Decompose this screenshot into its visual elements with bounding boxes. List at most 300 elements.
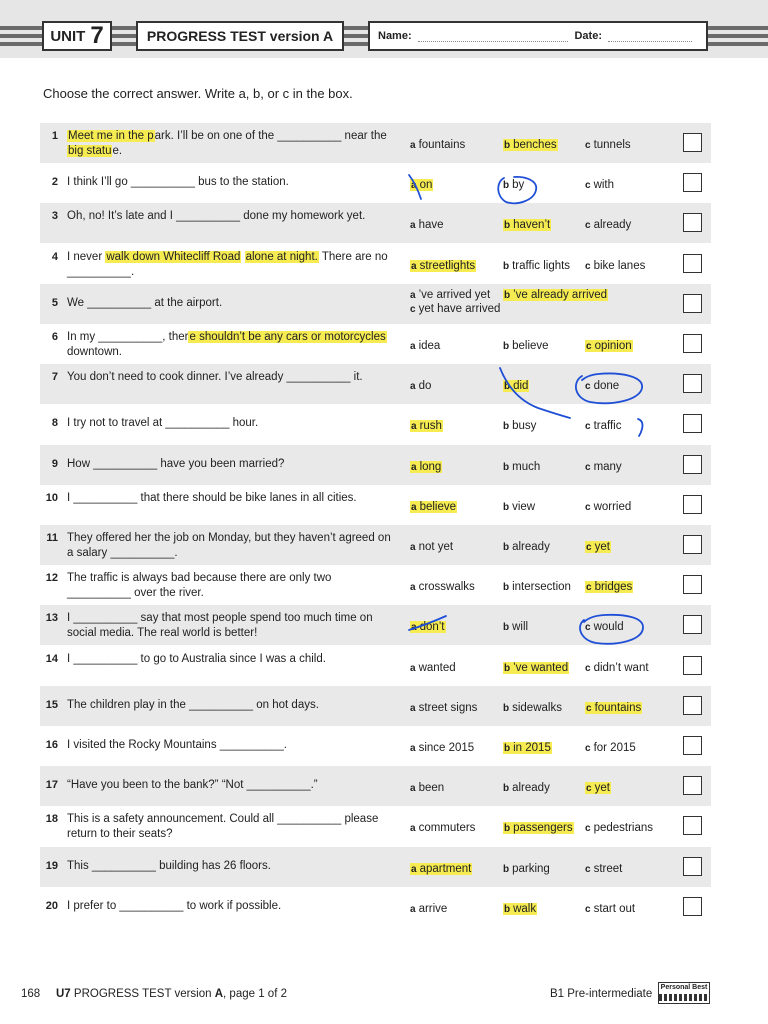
option-letter: b: [504, 823, 511, 835]
option-text: yet have arrived: [418, 302, 501, 315]
answer-box[interactable]: [683, 495, 702, 514]
question-number: 12: [45, 572, 58, 585]
footer-unit-code: U7: [56, 988, 71, 1000]
unit-label-box: [42, 21, 112, 51]
answer-box[interactable]: [683, 254, 702, 273]
answer-box[interactable]: [683, 455, 702, 474]
option-b[interactable]: [503, 541, 550, 553]
option-content: [585, 461, 622, 473]
option-c[interactable]: [585, 782, 611, 794]
option-content: [503, 541, 550, 553]
option-a[interactable]: [410, 289, 490, 301]
option-text: view: [512, 500, 536, 513]
option-content: [410, 139, 465, 151]
question-row-3: [40, 203, 711, 243]
option-c[interactable]: [585, 581, 633, 593]
option-text: streetlights: [419, 259, 476, 272]
option-content: [410, 219, 444, 231]
option-content: [503, 501, 535, 513]
option-content: [503, 420, 536, 432]
option-letter: a: [411, 421, 417, 433]
option-text: street signs: [418, 701, 478, 714]
option-text: much: [512, 460, 541, 473]
option-a[interactable]: [410, 179, 433, 191]
option-c[interactable]: [585, 541, 611, 553]
option-content: [410, 461, 442, 473]
personal-best-logo: [658, 982, 710, 1004]
question-text: [67, 611, 397, 641]
question-text-segment: You don’t need to cook dinner. I’ve already __________ it.: [67, 371, 363, 384]
option-text: yet: [594, 782, 610, 795]
option-letter: b: [503, 260, 510, 272]
option-content: [585, 662, 649, 674]
option-letter: b: [504, 662, 511, 674]
option-content: [585, 420, 621, 432]
option-a[interactable]: [410, 782, 444, 794]
option-c[interactable]: [585, 903, 635, 915]
option-a[interactable]: [410, 863, 472, 875]
option-content: [410, 303, 500, 315]
option-a[interactable]: [410, 822, 475, 834]
option-text: fountains: [594, 701, 642, 714]
option-text: street: [593, 862, 623, 875]
option-letter: a: [411, 260, 417, 272]
option-letter: a: [411, 180, 417, 192]
option-a[interactable]: [410, 702, 477, 714]
option-letter: c: [585, 180, 591, 192]
option-text: rush: [419, 420, 442, 433]
question-row-18: [40, 806, 711, 846]
question-text: [67, 250, 397, 280]
question-text-segment: “Have you been to the bank?” “Not __________.”: [67, 779, 318, 792]
option-text: ’ve wanted: [513, 661, 569, 674]
answer-box[interactable]: [683, 656, 702, 675]
option-letter: c: [410, 303, 416, 315]
option-text: do: [418, 380, 432, 393]
answer-box[interactable]: [683, 736, 702, 755]
answer-box[interactable]: [683, 173, 702, 192]
option-letter: a: [411, 461, 417, 473]
question-text-segment: I __________ say that most people spend too much time on social media. The real world is better!: [67, 612, 373, 640]
option-letter: c: [585, 823, 591, 835]
option-letter: c: [585, 903, 591, 915]
option-a[interactable]: [410, 380, 431, 392]
option-text: many: [593, 460, 622, 473]
option-letter: c: [586, 582, 592, 594]
question-number: 2: [51, 176, 58, 189]
option-content: [585, 340, 633, 352]
option-letter: a: [411, 863, 417, 875]
option-b[interactable]: [503, 289, 608, 301]
question-text: [67, 370, 397, 385]
option-content: [585, 903, 635, 915]
question-text: [67, 416, 397, 431]
question-text-segment: I try not to travel at __________ hour.: [67, 417, 259, 430]
question-row-20: [40, 887, 711, 927]
option-c[interactable]: [585, 863, 622, 875]
option-content: [410, 782, 444, 794]
question-text: [67, 571, 397, 601]
option-b[interactable]: [503, 621, 528, 633]
name-label: Name:: [378, 30, 412, 42]
option-letter: b: [503, 582, 510, 594]
option-letter: a: [410, 220, 416, 232]
question-number: 20: [45, 899, 58, 912]
question-row-15: [40, 686, 711, 726]
logo-bar: [659, 994, 709, 1001]
option-content: [410, 702, 477, 714]
option-c[interactable]: [585, 501, 631, 513]
option-content: [410, 822, 475, 834]
option-a[interactable]: [410, 219, 444, 231]
option-letter: b: [504, 903, 511, 915]
question-text: [67, 778, 397, 793]
option-letter: b: [503, 783, 510, 795]
option-c[interactable]: [585, 260, 645, 272]
answer-box[interactable]: [683, 294, 702, 313]
option-a[interactable]: [410, 541, 453, 553]
option-letter: c: [585, 140, 591, 151]
option-letter: c: [585, 220, 591, 232]
option-c[interactable]: [585, 662, 649, 674]
option-letter: b: [503, 421, 510, 433]
option-b[interactable]: [503, 863, 550, 875]
highlighted-text: alone at night.: [245, 250, 318, 263]
option-letter: b: [504, 140, 511, 151]
option-a[interactable]: [410, 340, 440, 352]
option-text: done: [593, 380, 620, 393]
unit-label: UNIT: [50, 27, 86, 45]
option-b[interactable]: [503, 702, 562, 714]
option-letter: b: [503, 622, 510, 634]
option-text: pedestrians: [593, 822, 654, 835]
option-text: arrive: [418, 902, 448, 915]
option-text: since 2015: [418, 742, 475, 754]
footer-version: A: [214, 988, 224, 1000]
question-row-2: [40, 163, 711, 203]
option-text: bridges: [594, 581, 633, 594]
option-b[interactable]: [503, 662, 569, 674]
option-c[interactable]: [585, 702, 642, 714]
question-text-segment: ark. I’ll be on one of the __________ near the: [154, 130, 387, 142]
option-b[interactable]: [503, 742, 552, 754]
option-text: benches: [513, 139, 557, 151]
option-content: [503, 461, 540, 473]
question-text: [67, 330, 397, 360]
question-text: [67, 296, 397, 311]
question-text: [67, 698, 397, 713]
option-text: worried: [593, 500, 632, 513]
option-content: [585, 822, 653, 834]
option-b[interactable]: [503, 581, 571, 593]
answer-box[interactable]: [683, 334, 702, 353]
name-field[interactable]: [418, 31, 569, 42]
question-row-16: [40, 726, 711, 766]
option-letter: a: [410, 381, 416, 393]
question-row-19: [40, 847, 711, 887]
question-number: 3: [51, 210, 58, 223]
unit-number: 7: [90, 22, 104, 49]
option-letter: a: [410, 289, 416, 301]
option-letter: a: [410, 662, 416, 674]
option-text: walk: [513, 902, 537, 915]
footer-page-info: , page 1 of 2: [223, 988, 287, 1000]
option-letter: b: [503, 341, 510, 352]
question-text: [67, 652, 397, 667]
option-b[interactable]: [503, 179, 524, 191]
question-text-segment: This __________ building has 26 floors.: [67, 859, 271, 872]
option-c[interactable]: [585, 822, 653, 834]
option-letter: c: [585, 662, 591, 674]
option-text: fountains: [418, 139, 466, 151]
option-c[interactable]: [585, 742, 636, 754]
option-letter: c: [586, 341, 592, 352]
option-text: did: [513, 380, 529, 393]
option-letter: a: [410, 582, 416, 594]
question-text: [67, 531, 397, 561]
option-letter: b: [504, 289, 511, 301]
option-letter: b: [503, 702, 510, 714]
question-text-segment: e.: [112, 145, 123, 157]
option-a[interactable]: [410, 139, 465, 151]
answer-box[interactable]: [683, 133, 702, 152]
option-c[interactable]: [585, 139, 631, 151]
instruction-text: Choose the correct answer. Write a, b, or c in the box.: [43, 86, 353, 101]
question-row-6: [40, 324, 711, 364]
option-c[interactable]: [410, 303, 500, 315]
option-a[interactable]: [410, 581, 475, 593]
option-text: sidewalks: [512, 701, 562, 714]
question-number: 13: [45, 612, 58, 625]
option-content: [410, 742, 474, 754]
question-number: 11: [46, 532, 58, 544]
option-content: [410, 541, 453, 553]
option-content: [410, 863, 472, 875]
option-text: crosswalks: [418, 581, 475, 594]
answer-box[interactable]: [683, 615, 702, 634]
option-text: would: [593, 621, 624, 634]
question-text-segment: Oh, no! It’s late and I __________ done my homework yet.: [67, 210, 366, 223]
option-content: [410, 340, 440, 352]
option-content: [585, 621, 624, 633]
option-a[interactable]: [410, 461, 442, 473]
option-text: in 2015: [513, 742, 551, 754]
question-text: [67, 175, 397, 190]
option-text: will: [512, 621, 529, 634]
option-b[interactable]: [503, 380, 529, 392]
question-row-5: [40, 284, 711, 324]
option-a[interactable]: [410, 420, 443, 432]
option-content: [585, 380, 619, 392]
option-text: wanted: [418, 661, 456, 674]
option-content: [410, 260, 476, 272]
option-a[interactable]: [410, 742, 474, 754]
answer-box[interactable]: [683, 776, 702, 795]
option-letter: b: [504, 220, 511, 232]
option-letter: c: [585, 381, 591, 393]
option-letter: a: [410, 903, 416, 915]
option-text: yet: [594, 541, 610, 553]
option-content: [503, 742, 552, 754]
question-text-segment: I think I’ll go __________ bus to the station.: [67, 176, 289, 189]
question-text: [67, 899, 397, 914]
option-letter: a: [410, 783, 416, 795]
question-text-segment: The children play in the __________ on hot days.: [67, 698, 319, 711]
option-content: [585, 581, 633, 593]
option-text: bike lanes: [593, 259, 646, 272]
option-content: [503, 260, 570, 272]
question-text-segment: We __________ at the airport.: [67, 296, 223, 309]
option-content: [503, 903, 537, 915]
option-text: already: [512, 782, 550, 795]
option-c[interactable]: [585, 461, 622, 473]
question-row-1: [40, 123, 711, 163]
option-a[interactable]: [410, 621, 446, 633]
answer-box[interactable]: [683, 535, 702, 554]
footer-left: [56, 988, 287, 1000]
option-b[interactable]: [503, 782, 550, 794]
question-number: 17: [45, 779, 58, 792]
question-text: [67, 457, 397, 472]
question-row-13: [40, 605, 711, 645]
question-row-9: [40, 445, 711, 485]
option-content: [503, 179, 524, 191]
option-text: commuters: [418, 822, 476, 835]
question-number: 5: [51, 296, 58, 309]
option-a[interactable]: [410, 662, 456, 674]
question-text-segment: downtown.: [67, 346, 122, 358]
option-b[interactable]: [503, 903, 537, 915]
option-b[interactable]: [503, 822, 574, 834]
option-c[interactable]: [585, 621, 624, 633]
option-content: [585, 501, 631, 513]
option-text: traffic lights: [512, 259, 571, 272]
option-letter: c: [585, 461, 591, 473]
question-text-segment: They offered her the job on Monday, but they haven’t agreed on a salary __________.: [67, 532, 391, 559]
option-text: start out: [593, 902, 636, 915]
date-field[interactable]: [608, 31, 692, 42]
option-text: haven’t: [513, 219, 551, 232]
option-text: tunnels: [593, 139, 631, 151]
option-content: [503, 340, 549, 352]
question-number: 14: [45, 652, 58, 665]
question-number: 18: [45, 813, 58, 826]
option-text: for 2015: [593, 742, 636, 754]
option-letter: c: [585, 501, 591, 513]
question-text: [67, 859, 397, 874]
option-content: [585, 742, 636, 754]
option-letter: a: [410, 341, 416, 352]
option-c[interactable]: [585, 340, 633, 352]
option-content: [410, 289, 490, 301]
question-row-14: [40, 646, 711, 686]
question-number: 7: [51, 371, 58, 384]
question-text: [67, 812, 397, 842]
option-c[interactable]: [585, 219, 631, 231]
option-content: [585, 219, 631, 231]
option-b[interactable]: [503, 219, 551, 231]
option-letter: a: [410, 702, 416, 714]
option-content: [585, 782, 611, 794]
question-number: 8: [51, 417, 58, 430]
question-text-segment: In my __________, ther: [67, 331, 189, 343]
answer-box[interactable]: [683, 575, 702, 594]
option-text: busy: [512, 420, 537, 433]
answer-box[interactable]: [683, 696, 702, 715]
option-content: [410, 501, 457, 513]
logo-text: Personal Best: [660, 984, 708, 991]
option-c[interactable]: [585, 380, 619, 392]
option-content: [585, 541, 611, 553]
option-text: by: [512, 179, 525, 192]
highlighted-text: big statu: [68, 145, 112, 157]
option-b[interactable]: [503, 260, 570, 272]
question-text-segment: I never: [67, 250, 106, 263]
question-text: [67, 209, 397, 224]
option-b[interactable]: [503, 501, 535, 513]
question-row-8: [40, 404, 711, 444]
answer-box[interactable]: [683, 213, 702, 232]
name-date-box: [368, 21, 708, 51]
option-b[interactable]: [503, 139, 558, 151]
option-text: idea: [418, 340, 441, 352]
option-text: passengers: [513, 822, 573, 835]
option-content: [503, 581, 571, 593]
question-row-10: [40, 485, 711, 525]
option-letter: c: [586, 542, 592, 553]
option-letter: c: [585, 421, 591, 433]
question-number: 4: [51, 250, 58, 263]
option-text: traffic: [593, 420, 622, 433]
option-letter: b: [503, 461, 510, 473]
option-letter: c: [585, 863, 591, 875]
question-number: 6: [51, 331, 58, 343]
answer-box[interactable]: [683, 374, 702, 393]
footer-page-number: 168: [21, 988, 41, 1000]
option-text: already: [593, 219, 632, 232]
option-a[interactable]: [410, 501, 457, 513]
option-letter: a: [411, 622, 417, 634]
option-text: don’t: [419, 621, 445, 634]
answer-box[interactable]: [683, 897, 702, 916]
answer-box[interactable]: [683, 816, 702, 835]
question-number: 16: [45, 739, 58, 751]
option-content: [585, 863, 622, 875]
option-b[interactable]: [503, 461, 540, 473]
option-letter: a: [410, 823, 416, 835]
option-letter: c: [585, 260, 591, 272]
option-text: believe: [419, 500, 457, 513]
option-b[interactable]: [503, 420, 536, 432]
question-text-segment: How __________ have you been married?: [67, 457, 285, 470]
option-letter: c: [585, 743, 591, 754]
option-a[interactable]: [410, 260, 476, 272]
footer-level: B1 Pre-intermediate: [550, 988, 653, 1000]
option-content: [585, 179, 614, 191]
option-c[interactable]: [585, 420, 621, 432]
option-content: [503, 289, 608, 301]
option-b[interactable]: [503, 340, 549, 352]
option-content: [410, 621, 446, 633]
question-text-segment: I __________ that there should be bike lanes in all cities.: [67, 491, 357, 504]
option-a[interactable]: [410, 903, 447, 915]
option-content: [503, 380, 529, 392]
answer-box[interactable]: [683, 857, 702, 876]
question-text-segment: There are no __________.: [67, 250, 388, 278]
answer-box[interactable]: [683, 414, 702, 433]
option-c[interactable]: [585, 179, 614, 191]
option-text: apartment: [419, 862, 472, 875]
